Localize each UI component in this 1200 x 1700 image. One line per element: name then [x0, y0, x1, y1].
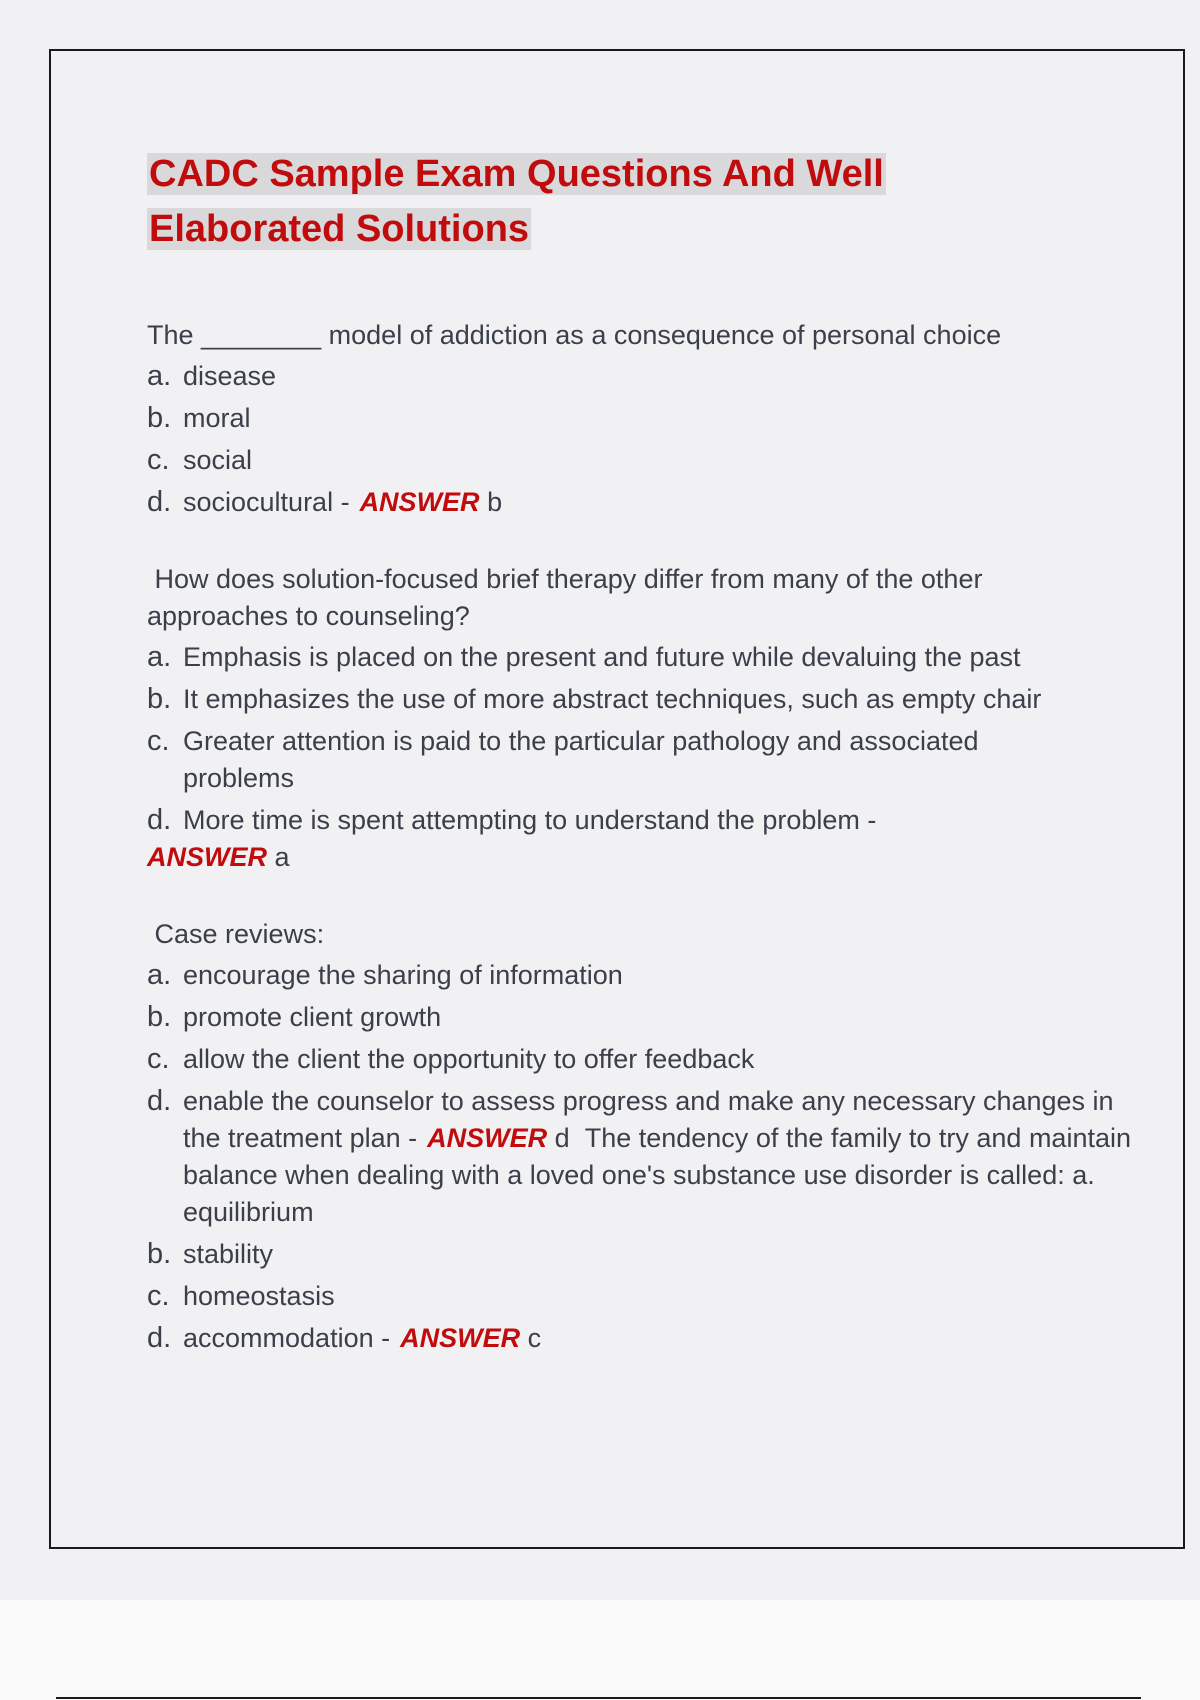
answer-value: c	[527, 1323, 542, 1353]
option-letter: d.	[147, 1322, 172, 1354]
option-letter: a.	[147, 959, 172, 991]
option-text: It emphasizes the use of more abstract techniques, such as empty chair	[183, 684, 1042, 714]
option-c	[147, 1041, 1147, 1078]
option-text: encourage the sharing of information	[183, 960, 623, 990]
question-stem	[147, 916, 1147, 953]
option-d	[147, 802, 1147, 839]
document-page	[49, 49, 1185, 1549]
continued-question-text: The tendency of the family to try and maintain balance when dealing with a loved one's substance use disorder is called: a. equilibrium	[183, 1123, 1131, 1227]
document-content	[147, 147, 1147, 1362]
footer-divider	[56, 1697, 1141, 1699]
question-3	[147, 916, 1147, 1357]
option-d	[147, 1083, 1147, 1231]
option-text	[183, 484, 1147, 521]
option-text: More time is spent attempting to understand the problem -	[183, 805, 877, 835]
answer-label: ANSWER	[147, 842, 267, 872]
option-letter: a.	[147, 360, 172, 392]
option-text: allow the client the opportunity to offer feedback	[183, 1044, 755, 1074]
option-b	[147, 400, 1147, 437]
question-stem: The ________ model of addiction as a consequence of personal choice	[147, 320, 1002, 350]
option-text: promote client growth	[183, 1002, 442, 1032]
page-footer-area	[0, 1600, 1200, 1700]
option-text-body: sociocultural -	[183, 487, 350, 517]
option-letter: b.	[147, 1001, 172, 1033]
option-letter: b.	[147, 683, 172, 715]
option-c	[147, 723, 1147, 797]
option-letter: d.	[147, 486, 172, 518]
option-text-body: accommodation -	[183, 1323, 391, 1353]
question-stem	[147, 561, 1147, 635]
option-letter: c.	[147, 1043, 170, 1075]
answer-value: a	[274, 842, 290, 872]
question-1	[147, 317, 1147, 521]
option-letter: c.	[147, 444, 170, 476]
title-line-2: Elaborated Solutions	[149, 208, 530, 250]
question-stem-line-2: approaches to counseling?	[147, 601, 470, 631]
option-text: social	[183, 445, 253, 475]
option-text: homeostasis	[183, 1281, 335, 1311]
option-c-extra	[147, 1278, 1147, 1315]
option-c	[147, 442, 1147, 479]
option-letter: c.	[147, 1280, 170, 1312]
option-text: stability	[183, 1239, 274, 1269]
answer-line	[147, 839, 1147, 876]
answer-value: b	[487, 487, 503, 517]
answer-value: d	[554, 1123, 570, 1153]
option-letter: b.	[147, 1238, 172, 1270]
option-d-extra	[147, 1320, 1147, 1357]
option-text	[183, 1083, 1147, 1231]
answer-label: ANSWER	[427, 1123, 548, 1153]
option-b-extra	[147, 1236, 1147, 1273]
title-line-1: CADC Sample Exam Questions And Well	[149, 153, 884, 195]
option-text: Emphasis is placed on the present and future while devaluing the past	[183, 642, 1021, 672]
option-text: disease	[183, 361, 277, 391]
option-a	[147, 639, 1147, 676]
option-b	[147, 681, 1147, 718]
option-letter: d.	[147, 804, 172, 836]
option-text: moral	[183, 403, 251, 433]
option-letter: b.	[147, 402, 172, 434]
option-text-body: enable the counselor to assess progress and make any necessary changes in the treatment plan -	[183, 1086, 1114, 1153]
option-a	[147, 957, 1147, 994]
option-letter: c.	[147, 725, 170, 757]
option-text: Greater attention is paid to the particular pathology and associated problems	[183, 726, 979, 793]
answer-label: ANSWER	[400, 1323, 521, 1353]
document-title	[147, 147, 1147, 257]
answer-label: ANSWER	[359, 487, 480, 517]
option-d	[147, 484, 1147, 521]
option-b	[147, 999, 1147, 1036]
option-a	[147, 358, 1147, 395]
option-letter: d.	[147, 1085, 172, 1117]
question-stem-text: Case reviews:	[154, 919, 325, 949]
question-2	[147, 561, 1147, 876]
option-letter: a.	[147, 641, 172, 673]
option-text	[183, 1320, 1147, 1357]
question-stem-line-1: How does solution-focused brief therapy differ from many of the other	[154, 564, 983, 594]
